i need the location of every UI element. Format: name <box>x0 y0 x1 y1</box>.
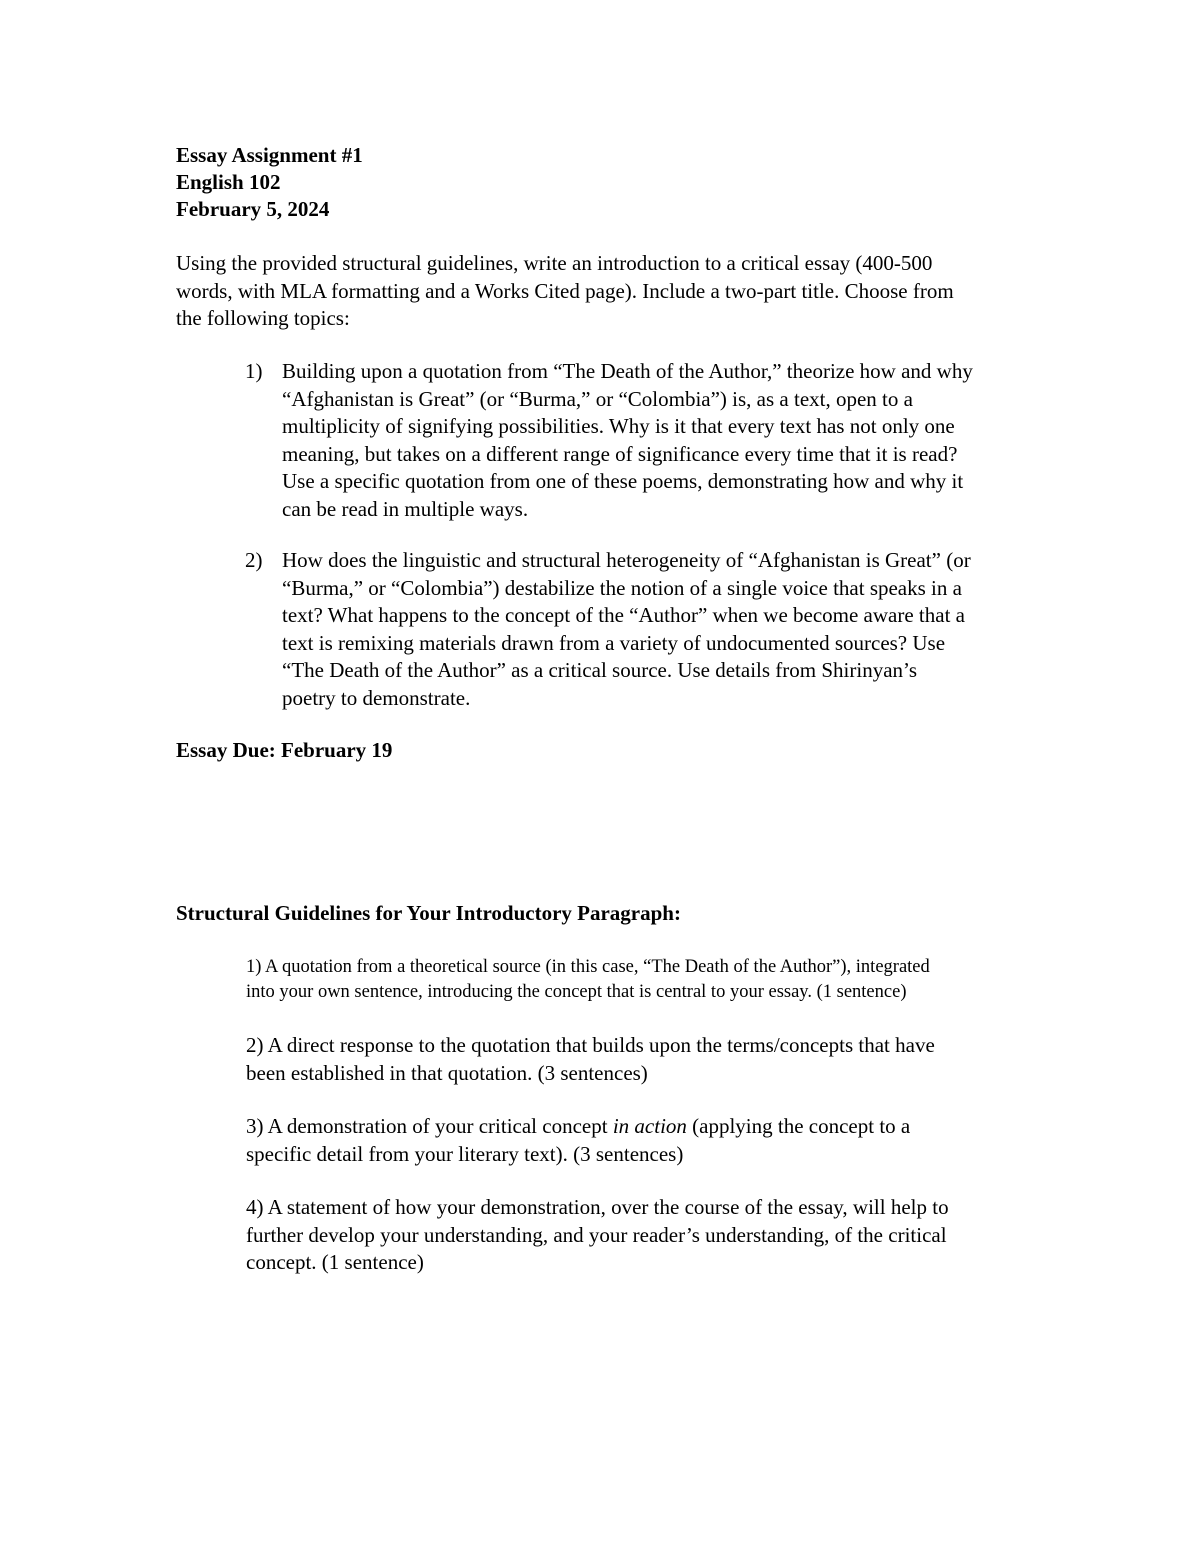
topic-line: can be read in multiple ways. <box>282 496 529 521</box>
topic-line: text is remixing materials drawn from a variety of undocumented sources? Use <box>282 630 946 655</box>
topic-line: multiplicity of signifying possibilities. Why is it that every text has not only one <box>282 414 955 438</box>
assignment-header <box>176 142 1076 223</box>
topic-body <box>282 547 1082 712</box>
guideline-line: 4) A statement of how your demonstration, over the course of the essay, will help to <box>246 1195 949 1219</box>
guidelines-heading: Structural Guidelines for Your Introductory Paragraph: <box>176 901 681 925</box>
topic-line: meaning, but takes on a different range of significance every time that it is read? <box>282 441 958 466</box>
topic-number: 2) <box>245 548 263 572</box>
guideline-item-3 <box>246 1113 1066 1168</box>
assignment-title: Essay Assignment #1 <box>176 143 363 167</box>
guideline-line: concept. (1 sentence) <box>246 1250 424 1274</box>
topic-line: “Burma,” or “Colombia”) destabilize the notion of a single voice that speaks in a <box>282 575 962 600</box>
guideline-text: 3) A demonstration of your critical concept <box>246 1114 613 1138</box>
guideline-line: 2) A direct response to the quotation that builds upon the terms/concepts that have <box>246 1033 935 1057</box>
guideline-line: into your own sentence, introducing the concept that is central to your essay. (1 sentence) <box>246 982 907 1002</box>
essay-due-date: Essay Due: February 19 <box>176 738 393 762</box>
guideline-line: further develop your understanding, and your reader’s understanding, of the critical <box>246 1222 947 1247</box>
intro-line: words, with MLA formatting and a Works Cited page). Include a two-part title. Choose from <box>176 278 954 303</box>
assignment-date: February 5, 2024 <box>176 197 330 221</box>
guideline-item-4 <box>246 1194 1066 1277</box>
topic-number: 1) <box>245 359 263 383</box>
topic-line: poetry to demonstrate. <box>282 685 471 710</box>
topic-line: “Afghanistan is Great” (or “Burma,” or “Colombia”) is, as a text, open to a <box>282 386 913 411</box>
guideline-item-2 <box>246 1032 1066 1087</box>
course-name: English 102 <box>176 170 281 194</box>
guideline-line <box>246 1113 1066 1141</box>
guideline-line: been established in that quotation. (3 sentences) <box>246 1060 648 1085</box>
guideline-emphasis: in action <box>612 1114 687 1138</box>
topic-line: “The Death of the Author” as a critical source. Use details from Shirinyan’s <box>282 658 918 682</box>
intro-paragraph <box>176 250 1076 333</box>
intro-line: the following topics: <box>176 306 350 330</box>
guideline-line: specific detail from your literary text). (3 sentences) <box>246 1141 684 1166</box>
intro-line: Using the provided structural guidelines, write an introduction to a critical essay (400-500 <box>176 251 933 275</box>
topic-line: How does the linguistic and structural heterogeneity of “Afghanistan is Great” (or <box>282 548 971 572</box>
topic-body <box>282 358 1082 523</box>
topic-line: Building upon a quotation from “The Death of the Author,” theorize how and why <box>282 359 973 383</box>
guideline-line: 1) A quotation from a theoretical source (in this case, “The Death of the Author”), integrated <box>246 957 930 977</box>
guideline-text: (applying the concept to a <box>686 1114 911 1138</box>
guideline-item-1 <box>246 955 1066 1005</box>
topic-line: text? What happens to the concept of the “Author” when we become aware that a <box>282 603 965 627</box>
topic-line: Use a specific quotation from one of these poems, demonstrating how and why it <box>282 469 964 493</box>
